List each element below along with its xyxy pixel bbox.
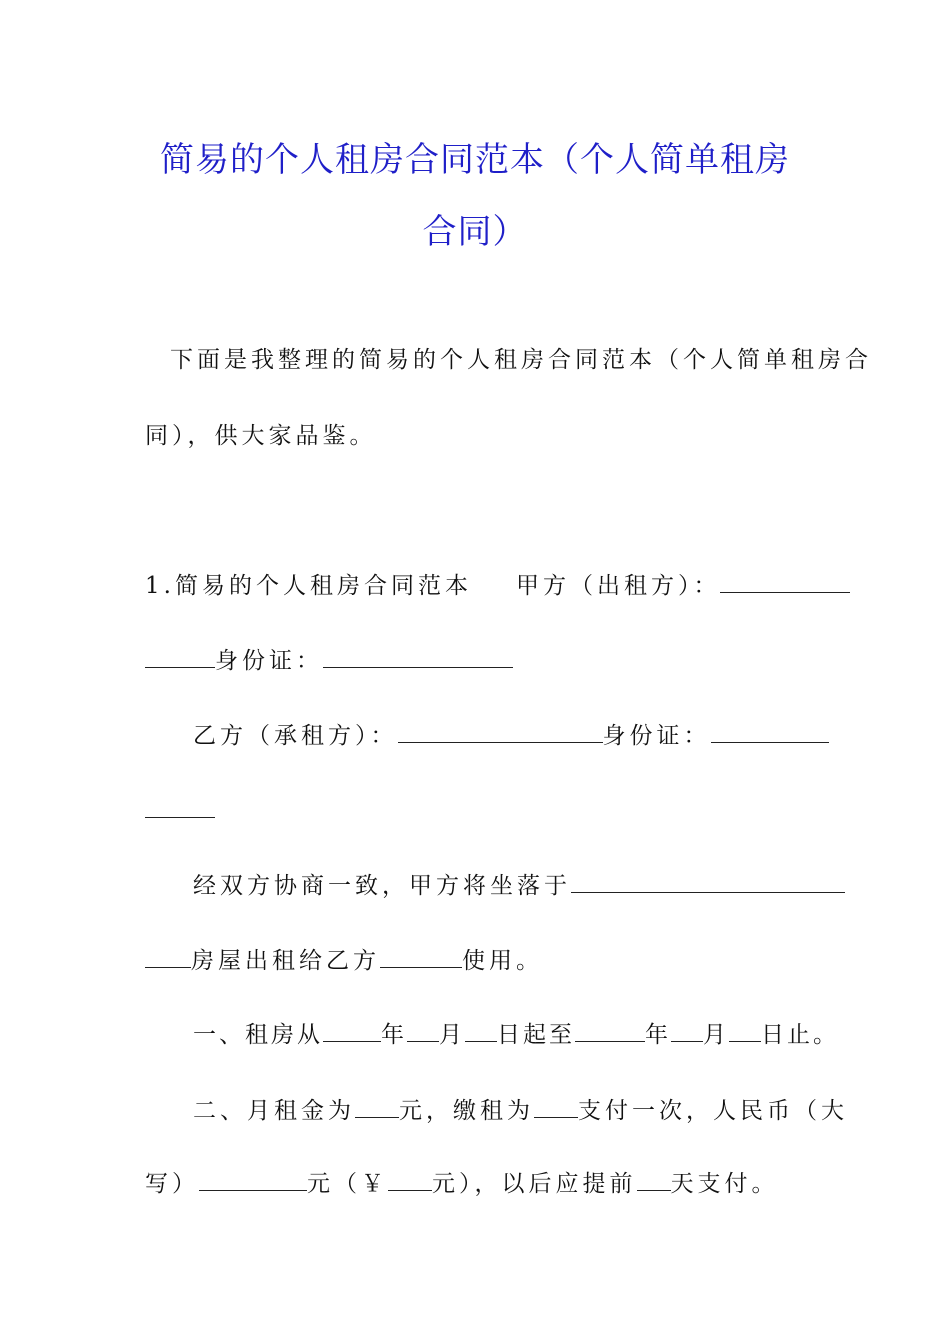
year-label: 年 — [381, 1022, 407, 1049]
rent-amount-blank — [355, 1093, 399, 1118]
day-from-label: 日起至 — [497, 1022, 575, 1049]
start-day-blank — [465, 1017, 497, 1042]
document-title-line-1: 简易的个人租房合同范本（个人简单租房 — [160, 140, 790, 180]
advance-days-blank — [637, 1166, 671, 1191]
month-label-2: 月 — [703, 1022, 729, 1049]
party-b-name-blank — [398, 718, 603, 743]
house-rent-text: 房屋出租给乙方 — [191, 948, 380, 975]
amount-words-blank — [199, 1166, 307, 1191]
section-heading: 1.简易的个人租房合同范本 — [145, 573, 472, 600]
party-a-label: 甲方（出租方）： — [515, 573, 721, 600]
yuan-close-text: 元），以后应提前 — [432, 1171, 637, 1198]
day-end-label: 日止。 — [761, 1022, 839, 1049]
days-pay-text: 天支付。 — [670, 1171, 779, 1198]
intro-paragraph-line-1: 下面是我整理的简易的个人租房合同范本（个人简单租房合 — [170, 347, 872, 373]
party-b-line — [193, 718, 829, 751]
start-month-blank — [407, 1017, 439, 1042]
document-title-line-2: 合同） — [422, 212, 528, 252]
end-year-blank — [575, 1017, 645, 1042]
party-a-id-label: 身份证： — [215, 648, 323, 675]
party-b-id-cont-line — [145, 793, 215, 826]
amount-figures-blank — [388, 1166, 432, 1191]
payment-period-blank — [534, 1093, 578, 1118]
term-line — [193, 1017, 839, 1050]
party-a-line — [145, 568, 850, 601]
write-label: 写） — [145, 1171, 199, 1198]
intro-paragraph-line-2: 同），供大家品鉴。 — [145, 423, 377, 449]
house-rent-line — [145, 943, 543, 976]
address-blank — [571, 868, 845, 893]
party-b-id-label: 身份证： — [602, 723, 711, 750]
yuan-comma-text: 元，缴租为 — [399, 1098, 534, 1125]
party-a-name-blank — [720, 568, 850, 593]
rent-prefix: 二、月租金为 — [193, 1098, 355, 1125]
party-a-name-blank-cont — [145, 643, 215, 668]
party-b-label: 乙方（承租方）： — [193, 723, 398, 750]
start-year-blank — [323, 1017, 381, 1042]
party-a-id-line — [145, 643, 513, 676]
party-a-id-blank — [323, 643, 513, 668]
month-label: 月 — [439, 1022, 465, 1049]
party-b-id-blank — [711, 718, 829, 743]
purpose-blank — [380, 943, 462, 968]
end-day-blank — [729, 1017, 761, 1042]
address-blank-cont — [145, 943, 191, 968]
use-text: 使用。 — [462, 948, 543, 975]
rent-line — [193, 1093, 848, 1126]
rent-amount-line — [145, 1166, 779, 1199]
pay-once-text: 支付一次，人民币（大 — [578, 1098, 848, 1125]
year-label-2: 年 — [645, 1022, 671, 1049]
agreement-text: 经双方协商一致，甲方将坐落于 — [193, 873, 571, 900]
agreement-line — [193, 868, 845, 901]
term-prefix: 一、租房从 — [193, 1022, 323, 1049]
yuan-paren-text: 元（￥ — [307, 1171, 388, 1198]
end-month-blank — [671, 1017, 703, 1042]
party-b-id-blank-cont — [145, 793, 215, 818]
